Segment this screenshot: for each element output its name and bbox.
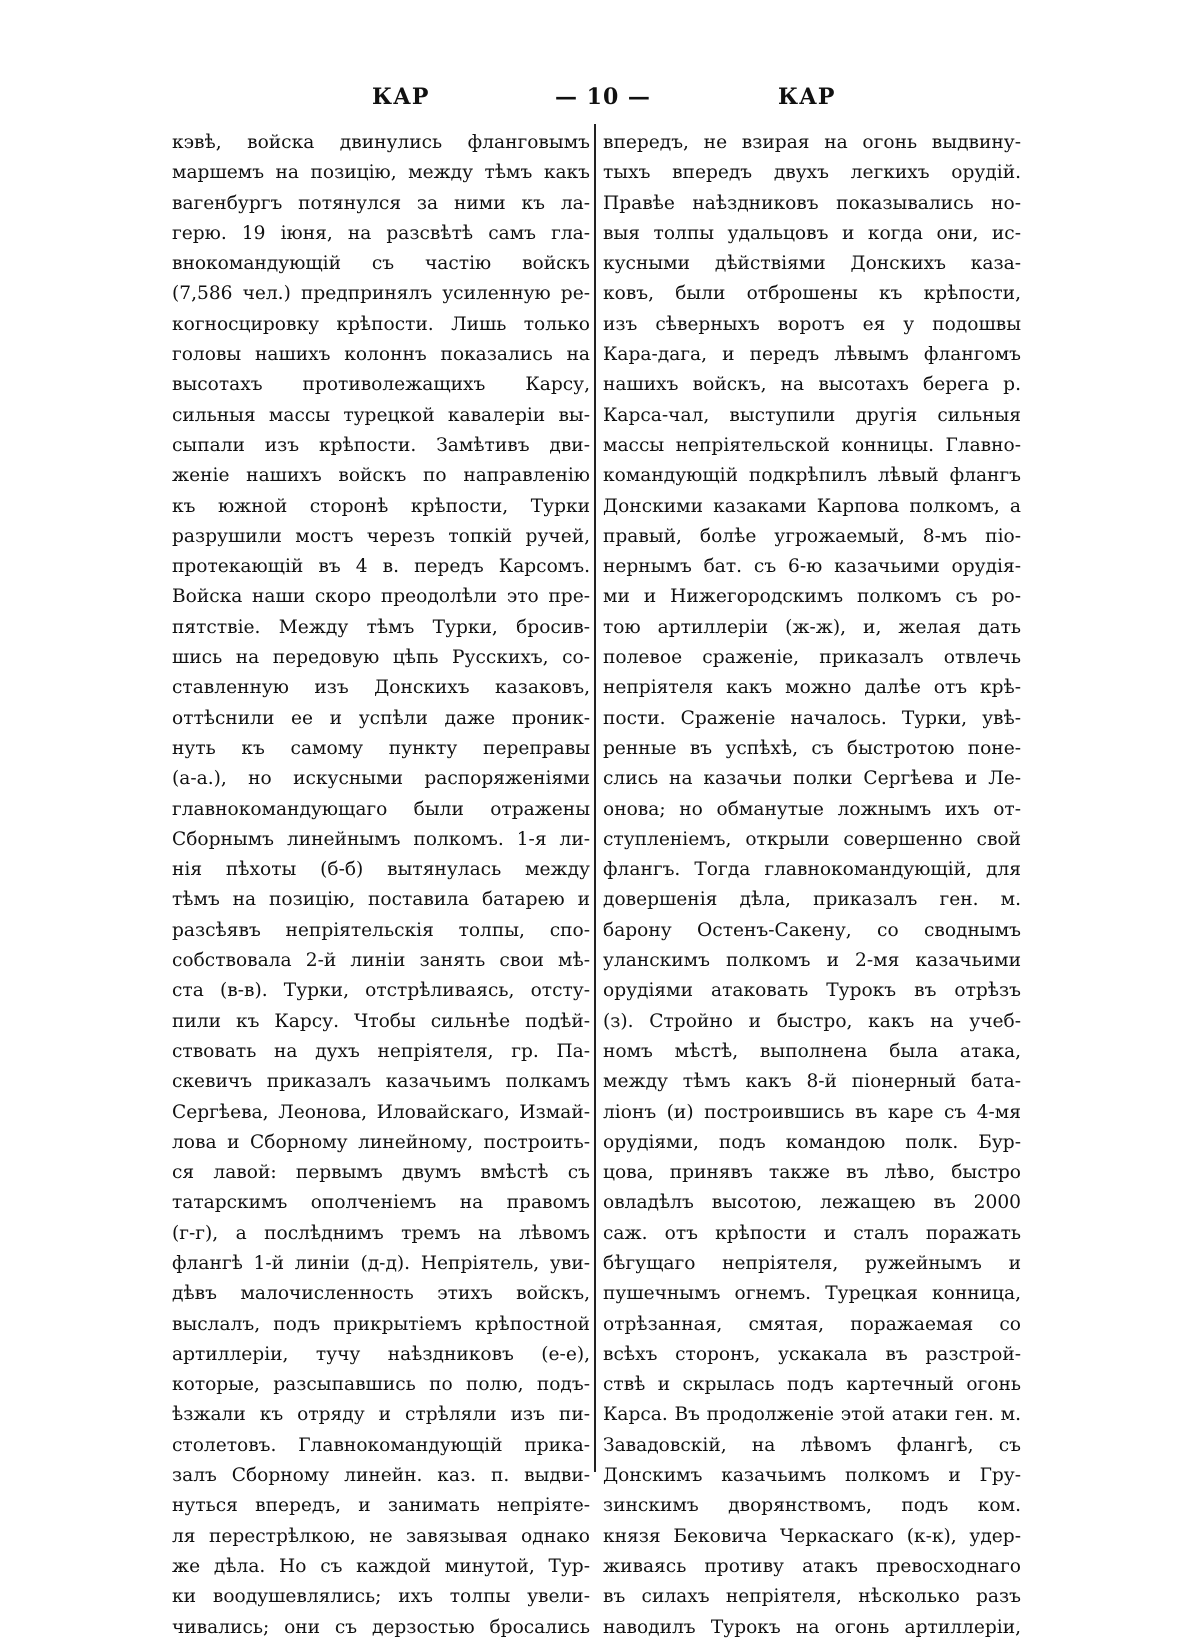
text-line: когносцировку крѣпости. Лишь только — [172, 313, 590, 335]
text-line: (г-г), а послѣднимъ тремъ на лѣвомъ — [172, 1222, 590, 1244]
text-line: пости. Сраженіе началось. Турки, увѣ- — [603, 707, 1021, 729]
text-line: ліонъ (и) построившись въ каре съ 4-мя — [603, 1101, 1021, 1123]
text-line: кусными дѣйствіями Донскихъ каза- — [603, 253, 1021, 275]
text-line: (7,586 чел.) предпринялъ усиленную ре- — [172, 283, 590, 305]
text-line: (а-а.), но искусными распоряженіями — [172, 768, 590, 790]
text-line: пушечнымъ огнемъ. Турецкая конница, — [603, 1283, 1021, 1305]
text-line: ствѣ и скрылась подъ картечный огонь — [603, 1374, 1021, 1396]
running-head — [0, 84, 1191, 114]
text-line: головы нашихъ колоннъ показались на — [172, 344, 590, 366]
text-line: ковъ, были отброшены къ крѣпости, — [603, 283, 1021, 305]
text-line: довершенія дѣла, приказалъ ген. м. — [603, 889, 1021, 911]
text-line: выслалъ, подъ прикрытіемъ крѣпостной — [172, 1313, 590, 1335]
text-line: женіе нашихъ войскъ по направленію — [172, 465, 590, 487]
text-line: зинскимъ дворянствомъ, подъ ком. — [603, 1495, 1021, 1517]
right-column — [603, 128, 1021, 1643]
text-line: въ силахъ непріятеля, нѣсколько разъ — [603, 1586, 1021, 1608]
text-line: Сергѣева, Леонова, Иловайскаго, Измай- — [172, 1101, 590, 1123]
text-line: Войска наши скоро преодолѣли это пре- — [172, 586, 590, 608]
text-line: бѣгущаго непріятеля, ружейнымъ и — [603, 1252, 1021, 1274]
text-line: сыпали изъ крѣпости. Замѣтивъ дви- — [172, 434, 590, 456]
text-line: тѣмъ на позицію, поставила батарею и — [172, 889, 590, 911]
text-line: номъ мѣстѣ, выполнена была атака, — [603, 1040, 1021, 1062]
text-line: Донскимъ казачьимъ полкомъ и Гру- — [603, 1465, 1021, 1487]
text-line: къ южной сторонѣ крѣпости, Турки — [172, 495, 590, 517]
text-line: наводилъ Турокъ на огонь артиллеріи, — [603, 1616, 1021, 1638]
text-line: нернымъ бат. съ 6-ю казачьими орудія- — [603, 556, 1021, 578]
text-line: пятствіе. Между тѣмъ Турки, бросив- — [172, 616, 590, 638]
text-line: ки воодушевлялись; ихъ толпы увели- — [172, 1586, 590, 1608]
text-line: ступленіемъ, открыли совершенно свой — [603, 828, 1021, 850]
text-line: Правѣе наѣздниковъ показывались но- — [603, 192, 1021, 214]
text-line: скевичъ приказалъ казачьимъ полкамъ — [172, 1071, 590, 1093]
text-line: барону Остенъ-Сакену, со своднымъ — [603, 919, 1021, 941]
text-line: Сборнымъ линейнымъ полкомъ. 1-я ли- — [172, 828, 590, 850]
text-line: шись на передовую цѣпь Русскихъ, со- — [172, 647, 590, 669]
text-line: нія пѣхоты (б-б) вытянулась между — [172, 859, 590, 881]
text-line: оттѣснили ее и успѣли даже проник- — [172, 707, 590, 729]
text-line: ля перестрѣлкою, не завязывая однако — [172, 1525, 590, 1547]
text-line: живаясь противу атакъ превосходнаго — [603, 1555, 1021, 1577]
text-line: ствовать на духъ непріятеля, гр. Па- — [172, 1040, 590, 1062]
text-line: уланскимъ полкомъ и 2-мя казачьими — [603, 950, 1021, 972]
text-line: непріятеля какъ можно далѣе отъ крѣ- — [603, 677, 1021, 699]
text-line: саж. отъ крѣпости и сталъ поражать — [603, 1222, 1021, 1244]
text-line: между тѣмъ какъ 8-й піонерный бата- — [603, 1071, 1021, 1093]
text-line: цова, принявъ также въ лѣво, быстро — [603, 1162, 1021, 1184]
text-line: Донскими казаками Карпова полкомъ, а — [603, 495, 1021, 517]
text-line: ѣзжали къ отряду и стрѣляли изъ пи- — [172, 1404, 590, 1426]
text-line: Кара-дага, и передъ лѣвымъ флангомъ — [603, 344, 1021, 366]
text-line: артиллеріи, тучу наѣздниковъ (е-е), — [172, 1343, 590, 1365]
text-line: собствовала 2-й линіи занять свои мѣ- — [172, 950, 590, 972]
text-line: залъ Сборному линейн. каз. п. выдви- — [172, 1465, 590, 1487]
page-number: — 10 — — [555, 84, 651, 110]
text-line: флангѣ 1-й линіи (д-д). Непріятель, уви- — [172, 1252, 590, 1274]
text-line: слись на казачьи полки Сергѣева и Ле- — [603, 768, 1021, 790]
text-line: (з). Стройно и быстро, какъ на учеб- — [603, 1010, 1021, 1032]
text-line: массы непріятельской конницы. Главно- — [603, 434, 1021, 456]
text-line: столетовъ. Главнокомандующій прика- — [172, 1434, 590, 1456]
text-line: правый, болѣе угрожаемый, 8-мъ піо- — [603, 525, 1021, 547]
text-line: флангъ. Тогда главнокомандующій, для — [603, 859, 1021, 881]
text-line: князя Бековича Черкаскаго (к-к), удер- — [603, 1525, 1021, 1547]
text-line: вагенбургъ потянулся за ними къ ла- — [172, 192, 590, 214]
text-line: Карса-чал, выступили другія сильныя — [603, 404, 1021, 426]
text-line: ста (в-в). Турки, отстрѣливаясь, отсту- — [172, 980, 590, 1002]
text-line: дѣвъ малочисленность этихъ войскъ, — [172, 1283, 590, 1305]
left-column — [172, 128, 590, 1643]
text-line: Завадовскій, на лѣвомъ флангѣ, съ — [603, 1434, 1021, 1456]
text-line: изъ сѣверныхъ воротъ ея у подошвы — [603, 313, 1021, 335]
column-divider — [594, 124, 596, 1472]
text-line: орудіями, подъ командою полк. Бур- — [603, 1131, 1021, 1153]
running-head-left: КАР — [372, 84, 430, 110]
text-line: же дѣла. Но съ каждой минутой, Тур- — [172, 1555, 590, 1577]
text-line: нуть къ самому пункту переправы — [172, 737, 590, 759]
text-line: главнокомандующаго были отражены — [172, 798, 590, 820]
text-line: герю. 19 іюня, на разсвѣтѣ самъ гла- — [172, 222, 590, 244]
text-line: командующій подкрѣпилъ лѣвый флангъ — [603, 465, 1021, 487]
text-line: которые, разсыпавшись по полю, подъ- — [172, 1374, 590, 1396]
text-line: овладѣлъ высотою, лежащею въ 2000 — [603, 1192, 1021, 1214]
text-line: всѣхъ сторонъ, ускакала въ разстрой- — [603, 1343, 1021, 1365]
text-line: внокомандующій съ частію войскъ — [172, 253, 590, 275]
text-line: ставленную изъ Донскихъ казаковъ, — [172, 677, 590, 699]
text-line: тою артиллеріи (ж-ж), и, желая дать — [603, 616, 1021, 638]
text-line: отрѣзанная, смятая, поражаемая со — [603, 1313, 1021, 1335]
text-line: ся лавой: первымъ двумъ вмѣстѣ съ — [172, 1162, 590, 1184]
text-line: пили къ Карсу. Чтобы сильнѣе подѣй- — [172, 1010, 590, 1032]
text-line: разсѣявъ непріятельскія толпы, спо- — [172, 919, 590, 941]
text-line: маршемъ на позицію, между тѣмъ какъ — [172, 162, 590, 184]
text-line: сильныя массы турецкой кавалеріи вы- — [172, 404, 590, 426]
text-line: тыхъ впередъ двухъ легкихъ орудій. — [603, 162, 1021, 184]
text-line: полевое сраженіе, приказалъ отвлечь — [603, 647, 1021, 669]
text-line: кэвѣ, войска двинулись фланговымъ — [172, 132, 590, 153]
text-line: нуться впередъ, и занимать непріяте- — [172, 1495, 590, 1517]
running-head-right: КАР — [778, 84, 836, 110]
text-line: ренные въ успѣхѣ, съ быстротою поне- — [603, 737, 1021, 759]
text-line: татарскимъ ополченіемъ на правомъ — [172, 1192, 590, 1214]
text-line: впередъ, не взирая на огонь выдвину- — [603, 132, 1021, 153]
text-line: нашихъ войскъ, на высотахъ берега р. — [603, 374, 1021, 396]
text-line: чивались; они съ дерзостью бросались — [172, 1616, 590, 1638]
text-line: высотахъ противолежащихъ Карсу, — [172, 374, 590, 396]
text-line: ми и Нижегородскимъ полкомъ съ ро- — [603, 586, 1021, 608]
text-line: протекающій въ 4 в. передъ Карсомъ. — [172, 556, 590, 578]
text-line: Карса. Въ продолженіе этой атаки ген. м. — [603, 1404, 1021, 1426]
text-line: онова; но обманутые ложнымъ ихъ от- — [603, 798, 1021, 820]
text-line: разрушили мостъ черезъ топкій ручей, — [172, 525, 590, 547]
text-line: орудіями атаковать Турокъ въ отрѣзъ — [603, 980, 1021, 1002]
text-line: выя толпы удальцовъ и когда они, ис- — [603, 222, 1021, 244]
text-line: лова и Сборному линейному, построить- — [172, 1131, 590, 1153]
